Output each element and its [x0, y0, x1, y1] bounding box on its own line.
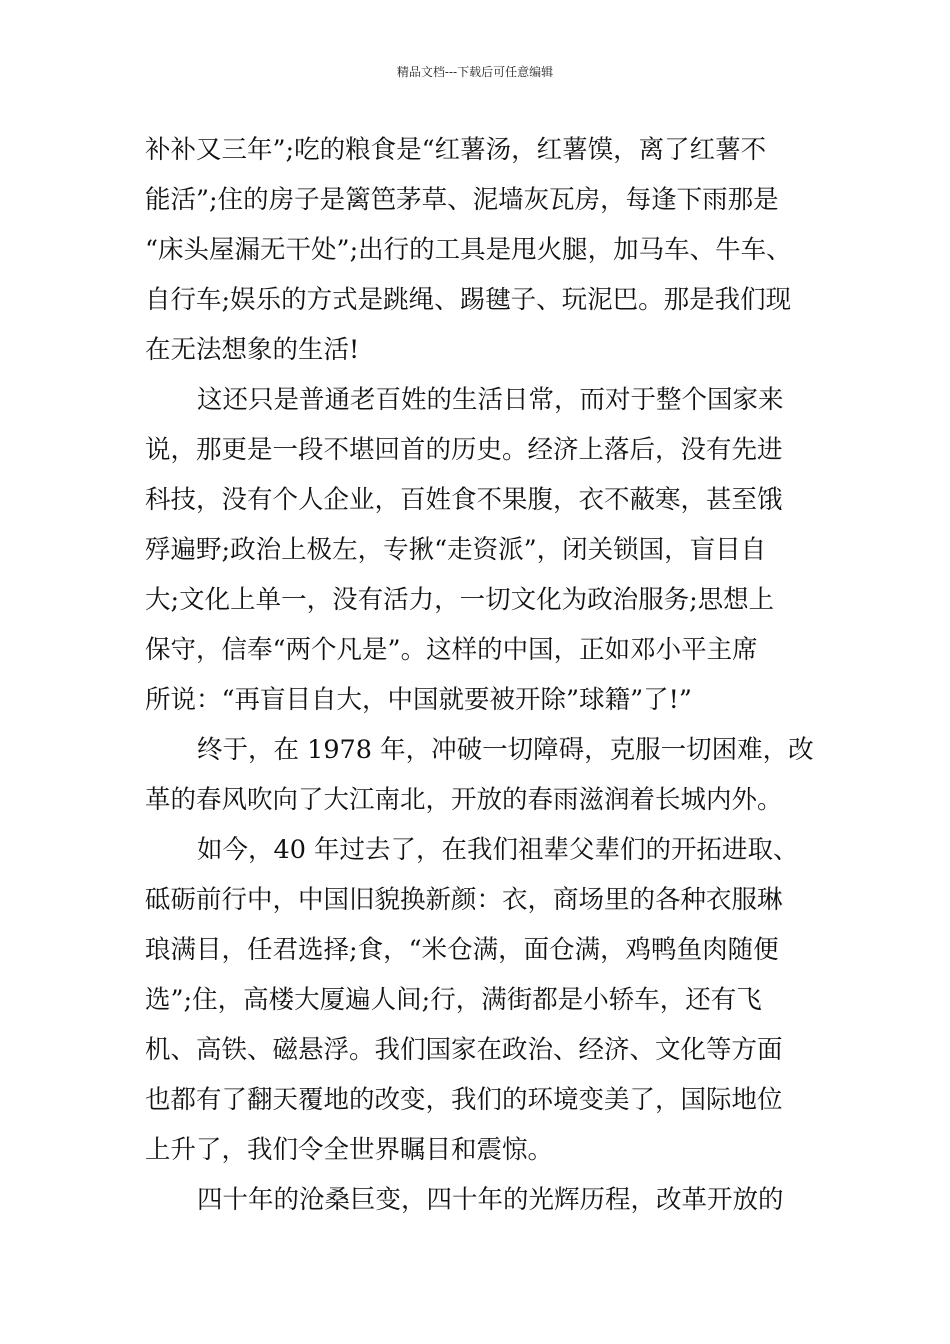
text-line: “床头屋漏无干处”;出行的工具是甩火腿，加马车、牛车、 — [145, 235, 792, 265]
text-line: 这还只是普通老百姓的生活日常，而对于整个国家来 — [197, 385, 784, 415]
text-line: 革的春风吹向了大江南北，开放的春雨滋润着长城内外。 — [145, 785, 783, 815]
text-line: 大;文化上单一，没有活力，一切文化为政治服务;思想上 — [145, 585, 775, 615]
text-line: 补补又三年”;吃的粮食是“红薯汤，红薯馍，离了红薯不 — [145, 135, 767, 165]
paragraph — [145, 825, 845, 1175]
paragraph — [145, 725, 845, 825]
paragraph — [145, 1175, 845, 1225]
text-line: 能活”;住的房子是篱笆茅草、泥墙灰瓦房，每逢下雨那是 — [145, 185, 779, 215]
document-body — [145, 125, 845, 1225]
text-line: 上升了，我们令全世界瞩目和震惊。 — [145, 1135, 554, 1165]
text-line: 自行车;娱乐的方式是跳绳、踢毽子、玩泥巴。那是我们现 — [145, 285, 792, 315]
text-line: 终于，在 1978 年，冲破一切障碍，克服一切困难，改 — [197, 735, 814, 765]
text-line: 科技，没有个人企业，百姓食不果腹，衣不蔽寒，甚至饿 — [145, 485, 783, 515]
text-line: 砥砺前行中，中国旧貌换新颜：衣，商场里的各种衣服琳 — [145, 885, 783, 915]
text-line: 所说：“再盲目自大，中国就要被开除”球籍”了!” — [145, 685, 692, 715]
text-line: 选”;住，高楼大厦遍人间;行，满街都是小轿车，还有飞 — [145, 985, 762, 1015]
text-line: 保守，信奉“两个凡是”。这样的中国，正如邓小平主席 — [145, 635, 758, 665]
page-header: 精品文档---下载后可任意编辑 — [396, 65, 554, 79]
text-line: 殍遍野;政治上极左，专揪“走资派”，闭关锁国，盲目自 — [145, 535, 767, 565]
text-line: 说，那更是一段不堪回首的历史。经济上落后，没有先进 — [145, 435, 783, 465]
text-line: 也都有了翻天覆地的改变，我们的环境变美了，国际地位 — [145, 1085, 783, 1115]
text-line: 如今，40 年过去了，在我们祖辈父辈们的开拓进取、 — [197, 835, 799, 865]
paragraph — [145, 375, 845, 725]
paragraph — [145, 125, 845, 375]
text-line: 在无法想象的生活! — [145, 335, 360, 365]
text-line: 琅满目，任君选择;食，“米仓满，面仓满，鸡鸭鱼肉随便 — [145, 935, 779, 965]
text-line: 四十年的沧桑巨变，四十年的光辉历程，改革开放的 — [197, 1185, 784, 1215]
text-line: 机、高铁、磁悬浮。我们国家在政治、经济、文化等方面 — [145, 1035, 783, 1065]
